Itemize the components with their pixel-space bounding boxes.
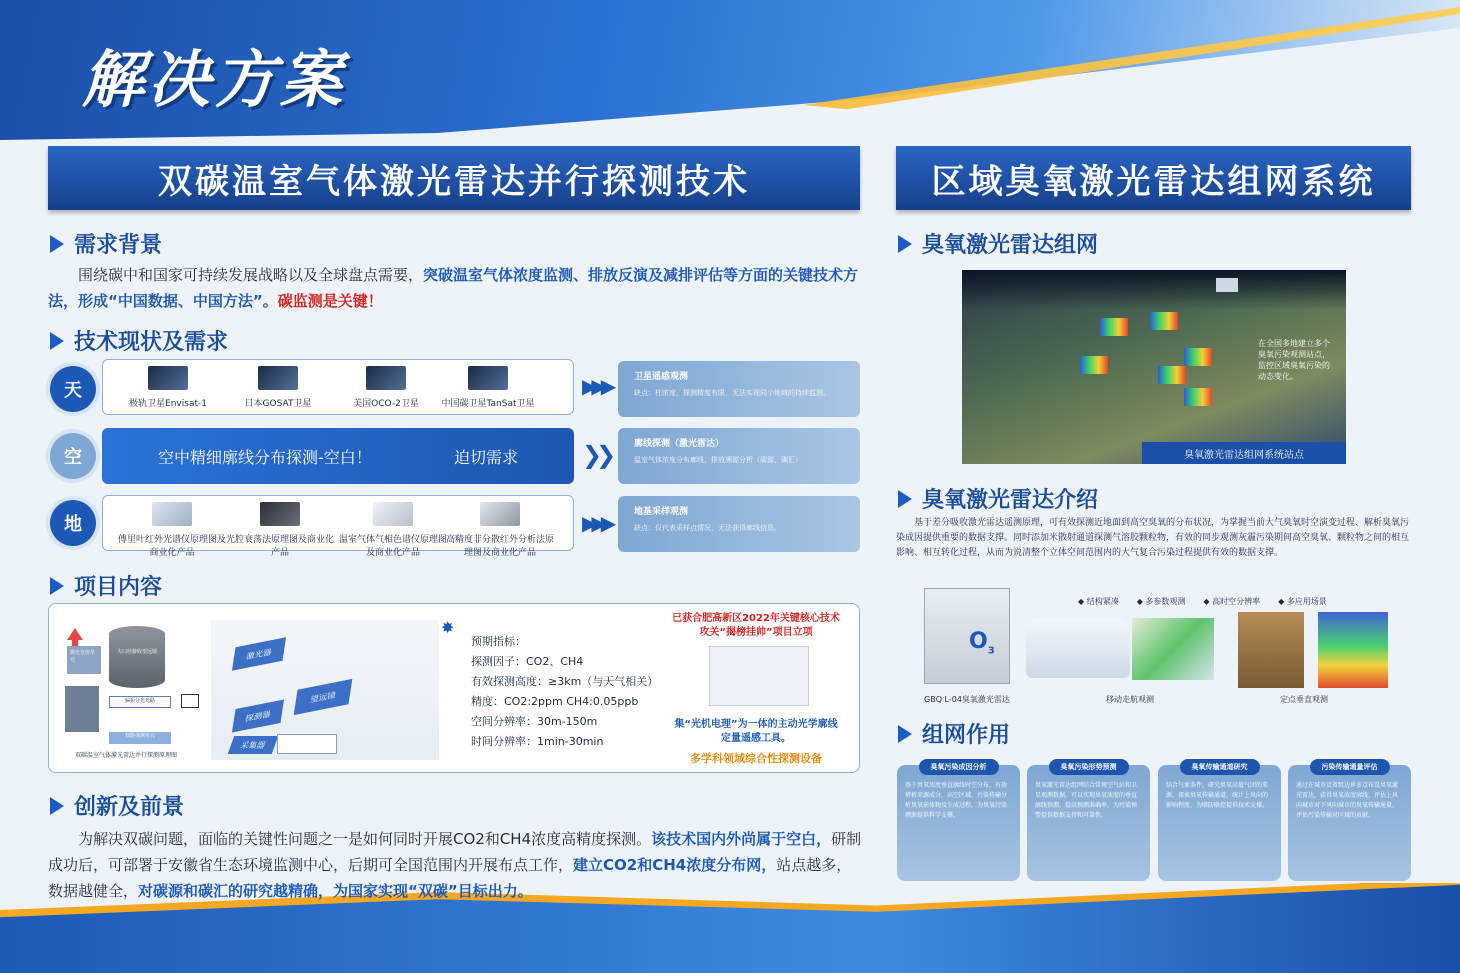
section-project-title: 项目内容 bbox=[74, 575, 163, 600]
demand-paragraph bbox=[48, 262, 863, 314]
left-panel-header: 双碳温室气体激光雷达并行探测技术 bbox=[48, 146, 860, 210]
pc-icon bbox=[181, 694, 199, 708]
role-card: 臭氧传输通道研究 结合气象条件，研究臭氧高值气团的来源，探索臭氧传输通道，统计上风向的影响程度，为联防联控提供技术支撑。 bbox=[1158, 765, 1281, 881]
caption-mobile: 移动走航观测 bbox=[1106, 695, 1154, 704]
instrument-item: 高精度非分散红外分析法原理图及商业化产品 bbox=[445, 502, 555, 558]
instrument-icon bbox=[260, 502, 300, 526]
vehicle-image bbox=[1026, 618, 1130, 678]
sat-item: 美国OCO-2卫星 bbox=[331, 366, 441, 409]
certificate-image bbox=[709, 646, 809, 706]
sky-info-box: 卫星遥感观测 缺点：柱浓度，探测精度有限，无法实现同个地域的持续监测。 bbox=[618, 361, 860, 417]
instrument-icon bbox=[152, 502, 192, 526]
caption-lidar: GBQ L-04臭氧激光雷达 bbox=[924, 695, 1010, 704]
satellite-icon bbox=[1216, 278, 1238, 292]
mobile-map-image bbox=[1132, 618, 1214, 680]
heatmap-thumb bbox=[1184, 348, 1212, 366]
diagram-block: 双路探测单元 bbox=[109, 732, 171, 744]
slogan2-text: 多学科领域综合性探测设备 bbox=[690, 752, 822, 765]
feature-item: ◆ 结构紧凑 bbox=[1078, 597, 1119, 606]
air-main-text: 空中精细廓线分布探测-空白！ bbox=[158, 447, 372, 467]
section-role bbox=[898, 718, 1010, 749]
network-map-image bbox=[962, 270, 1346, 464]
triangle-icon bbox=[50, 577, 64, 595]
chevrons-icon: ▶▶▶ bbox=[582, 511, 611, 535]
instrument-icon bbox=[373, 502, 413, 526]
feature-item: ◆ 高时空分辨率 bbox=[1203, 597, 1261, 606]
heatmap-thumb bbox=[1080, 356, 1108, 374]
sky-row bbox=[102, 359, 574, 415]
instrument-item: 傅里叶红外光谱仪原理图及商业化产品 bbox=[117, 502, 227, 558]
demand-text-b: 突破温室气体浓度监测、排放反演及减排评估等方面的关键技术方法，形成“中国数据、中国方法”。 bbox=[48, 266, 859, 310]
star-icon: ✸ bbox=[441, 618, 455, 637]
demand-text-a: 围绕碳中和国家可持续发展战略以及全球盘点需要， bbox=[78, 266, 424, 284]
diagram-caption: 双碳温室气体激光雷达并行探测原理图 bbox=[75, 752, 178, 759]
section-network bbox=[898, 228, 1098, 259]
air-need-text: 迫切需求 bbox=[453, 447, 518, 467]
role-card: 污染传输通量评估 通过在城市及省级边界多点布设臭氧激光雷达，获得臭氧浓度廓线，评估上风向城市对下风向城市的臭氧传输通量，评估污染传输对区域的贡献。 bbox=[1288, 765, 1411, 881]
air-info-box: 廓线探测（激光雷达） 温室气体浓度分布廓线，排放溯源分析（碳源、碳汇） bbox=[618, 428, 860, 484]
triangle-icon bbox=[898, 490, 912, 508]
section-status-title: 技术现状及需求 bbox=[74, 330, 229, 355]
section-project bbox=[50, 570, 162, 601]
sat-item: 极轨卫星Envisat-1 bbox=[113, 366, 223, 409]
satellite-icon bbox=[366, 366, 406, 390]
triangle-icon bbox=[50, 235, 64, 253]
satellite-icon bbox=[258, 366, 298, 390]
innovation-paragraph: 为解决双碳问题，面临的关键性问题之一是如何同时开展CO2和CH4浓度高精度探测。该技术国内外尚属于空白，研制成功后，可部署于安徽省生态环境监测中心，后期可全国范围内开展布点工作，建立CO2和CH4浓度分布网，站点越多，数据越健全，对碳源和碳汇的研究越精确，为国家实现“双碳”目标出力。 bbox=[48, 830, 862, 900]
feature-item: ◆ 多应用场景 bbox=[1278, 597, 1327, 606]
instrument-item: 光腔衰荡法原理图及商业化产品 bbox=[225, 502, 335, 558]
label-collector: 采集器 bbox=[228, 736, 279, 754]
section-network-title: 臭氧激光雷达组网 bbox=[922, 233, 1099, 258]
slogan-text: 集“光机电理”为一体的主动光学廓线定量遥感工具。 bbox=[674, 719, 838, 744]
heatmap-thumb bbox=[1158, 366, 1186, 384]
telescope-icon: 大口径接收望远镜 bbox=[109, 626, 165, 688]
award-text: 已获合肥高新区2022年关键核心技术攻关“揭榜挂帅”项目立项 bbox=[672, 613, 840, 638]
satellite-icon bbox=[468, 366, 508, 390]
caption-fixed: 定点垂直观测 bbox=[1280, 695, 1328, 704]
ground-row bbox=[102, 495, 574, 558]
section-intro-title: 臭氧激光雷达介绍 bbox=[922, 488, 1099, 513]
station-image bbox=[1238, 612, 1304, 688]
triangle-icon bbox=[898, 725, 912, 743]
right-panel-header: 区域臭氧激光雷达组网系统 bbox=[896, 146, 1411, 210]
triangle-icon bbox=[50, 797, 64, 815]
instrument-icon bbox=[480, 502, 520, 526]
feature-list bbox=[1078, 596, 1327, 607]
earth-horizon bbox=[962, 270, 1346, 310]
section-intro bbox=[898, 483, 1098, 514]
air-badge: 空 bbox=[50, 433, 96, 479]
demand-text-c: 碳监测是关键！ bbox=[277, 292, 383, 310]
project-box bbox=[48, 603, 860, 773]
page-title: 解决方案 bbox=[82, 43, 347, 116]
vertical-profile-chart bbox=[1318, 612, 1388, 688]
lidar-device-image bbox=[924, 588, 1010, 684]
section-status bbox=[50, 325, 228, 356]
satellite-icon bbox=[148, 366, 188, 390]
section-innovation bbox=[50, 790, 184, 821]
double-chevron-icon: ❯❯ bbox=[582, 441, 611, 469]
air-row bbox=[102, 428, 574, 484]
device-illustration bbox=[211, 620, 439, 760]
ground-badge: 地 bbox=[50, 500, 96, 546]
role-card: 臭氧污染形势预测 臭氧激光雷达组网结合常规空气站和卫星观测数据，可以实现臭氧浓度的垂直廓线预测，提高预测准确率，为污染预警提供数据支持和可靠性。 bbox=[1027, 765, 1150, 881]
label-laser: 激光器 bbox=[232, 637, 286, 670]
chevrons-icon: ▶▶▶ bbox=[582, 374, 611, 398]
indicators: 预期指标： 探测因子：CO2、CH4 有效探测高度：≥3km（与天气相关） 精度：CO2:2ppm CH4:0.05ppb 空间分辨率：30m-150m 时间分辨率：1min-30min bbox=[471, 635, 659, 748]
sat-item: 日本GOSAT卫星 bbox=[223, 366, 333, 409]
diagram-block bbox=[65, 686, 99, 732]
section-demand bbox=[50, 228, 162, 259]
section-role-title: 组网作用 bbox=[922, 723, 1011, 748]
section-innovation-title: 创新及前景 bbox=[74, 795, 185, 820]
label-telescope: 望远镜 bbox=[294, 679, 353, 715]
section-demand-title: 需求背景 bbox=[74, 233, 163, 258]
feature-item: ◆ 多参数观测 bbox=[1136, 597, 1186, 606]
device-base bbox=[277, 734, 337, 754]
instrument-item: 温室气体气相色谱仪原理图及商业化产品 bbox=[338, 502, 448, 558]
heatmap-thumb bbox=[1150, 312, 1178, 330]
role-card: 臭氧污染成因分析 基于臭氧浓度垂直廓线时空分布，有效辨析来源成分，高空区域、污染传输分析臭氧前体物及生成过程，为臭氧污染溯源提供科学支撑。 bbox=[897, 765, 1020, 881]
triangle-icon bbox=[50, 332, 64, 350]
sat-item: 中国碳卫星TanSat卫星 bbox=[433, 366, 543, 409]
triangle-icon bbox=[898, 235, 912, 253]
network-caption: 臭氧激光雷达组网系统站点 bbox=[1142, 442, 1346, 464]
intro-paragraph: 基于差分吸收激光雷达遥测原理，可有效探测近地面到高空臭氧的分布状况，为掌握当前大气臭氧时空演变过程、解析臭氧污染成因提供重要的数据支撑。同时添加米散射通道探测气溶胶颗粒物，有效的同步观测灰霾污染期间高空臭氧、颗粒物之间的相互影响、相互转化过程，从而为说清整个立体空间范围内的大气复合污染过程提供有效的数据支撑。 bbox=[896, 518, 1410, 558]
heatmap-thumb bbox=[1100, 318, 1128, 336]
o3-logo: $O_3$ bbox=[969, 629, 995, 657]
heatmap-thumb bbox=[1184, 388, 1212, 406]
network-overlay-text: 在全国多地建立多个臭氧污染观测站点，监控区域臭氧污染的动态变化。 bbox=[1258, 339, 1330, 381]
diagram-block: 激光发射单元 bbox=[67, 646, 101, 674]
ground-info-box: 地基采样观测 缺点：仅代表采样点情况，无法获得廓线信息。 bbox=[618, 496, 860, 552]
diagram-block: 偏振分光光路 bbox=[109, 696, 171, 708]
label-detector: 探测器 bbox=[232, 699, 284, 732]
sky-badge: 天 bbox=[50, 366, 96, 412]
